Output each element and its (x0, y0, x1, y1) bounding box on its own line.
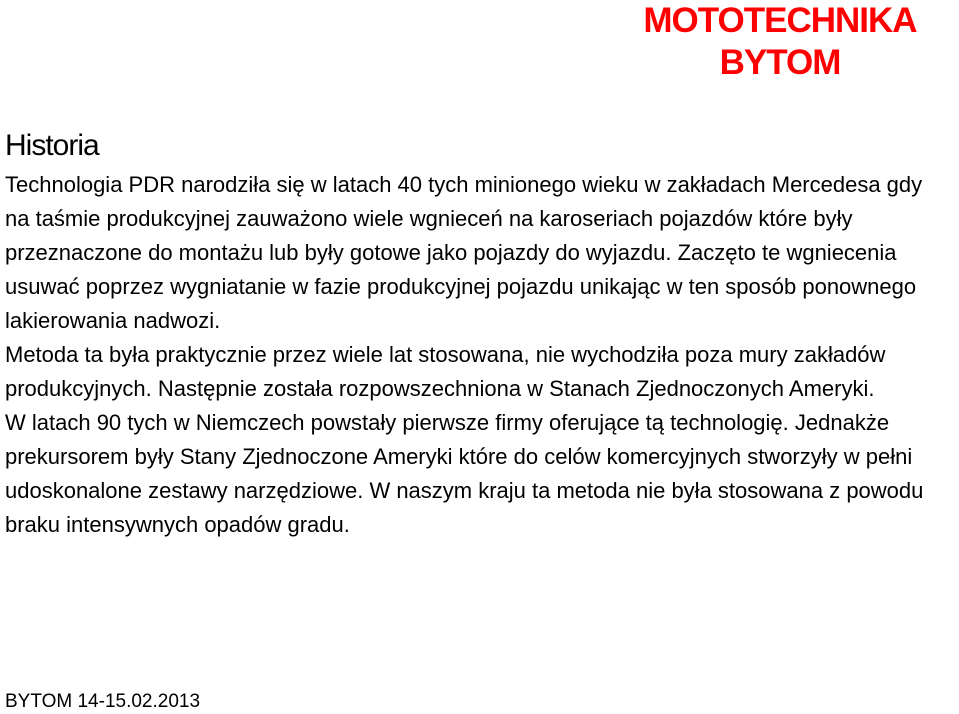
brand-line-2: BYTOM (719, 43, 841, 82)
paragraph-3: W latach 90 tych w Niemczech powstały pierwsze firmy oferujące tą technologię. Jednakże prekursorem były Stany Zjednoczone Ameryki które do celów komercyjnych stworzyły w pełni udoskonalone zestawy narzędziowe. W naszym kraju ta metoda nie była stosowana z powodu braku intensywnych opadów gradu. (5, 410, 924, 537)
brand-title (605, 0, 955, 84)
page-heading: Historia (5, 129, 99, 162)
brand-line-1: MOTOTECHNIKA (643, 1, 917, 40)
paragraph-1: Technologia PDR narodziła się w latach 40 tych minionego wieku w zakładach Mercedesa gdy na taśmie produkcyjnej zauważono wiele wgnieceń na karoseriach pojazdów które były przeznaczone do montażu lub były gotowe jako pojazdy do wyjazdu. Zaczęto te wgniecenia usuwać poprzez wygniatanie w fazie produkcyjnej pojazdu unikając w ten sposób ponownego lakierowania nadwozi. (5, 172, 923, 333)
paragraph-2: Metoda ta była praktycznie przez wiele lat stosowana, nie wychodziła poza mury zakładów produkcyjnych. Następnie została rozpowszechniona w Stanach Zjednoczonych Ameryki. (5, 342, 886, 401)
body-text (5, 168, 950, 542)
footer-date: BYTOM 14-15.02.2013 (5, 691, 201, 712)
